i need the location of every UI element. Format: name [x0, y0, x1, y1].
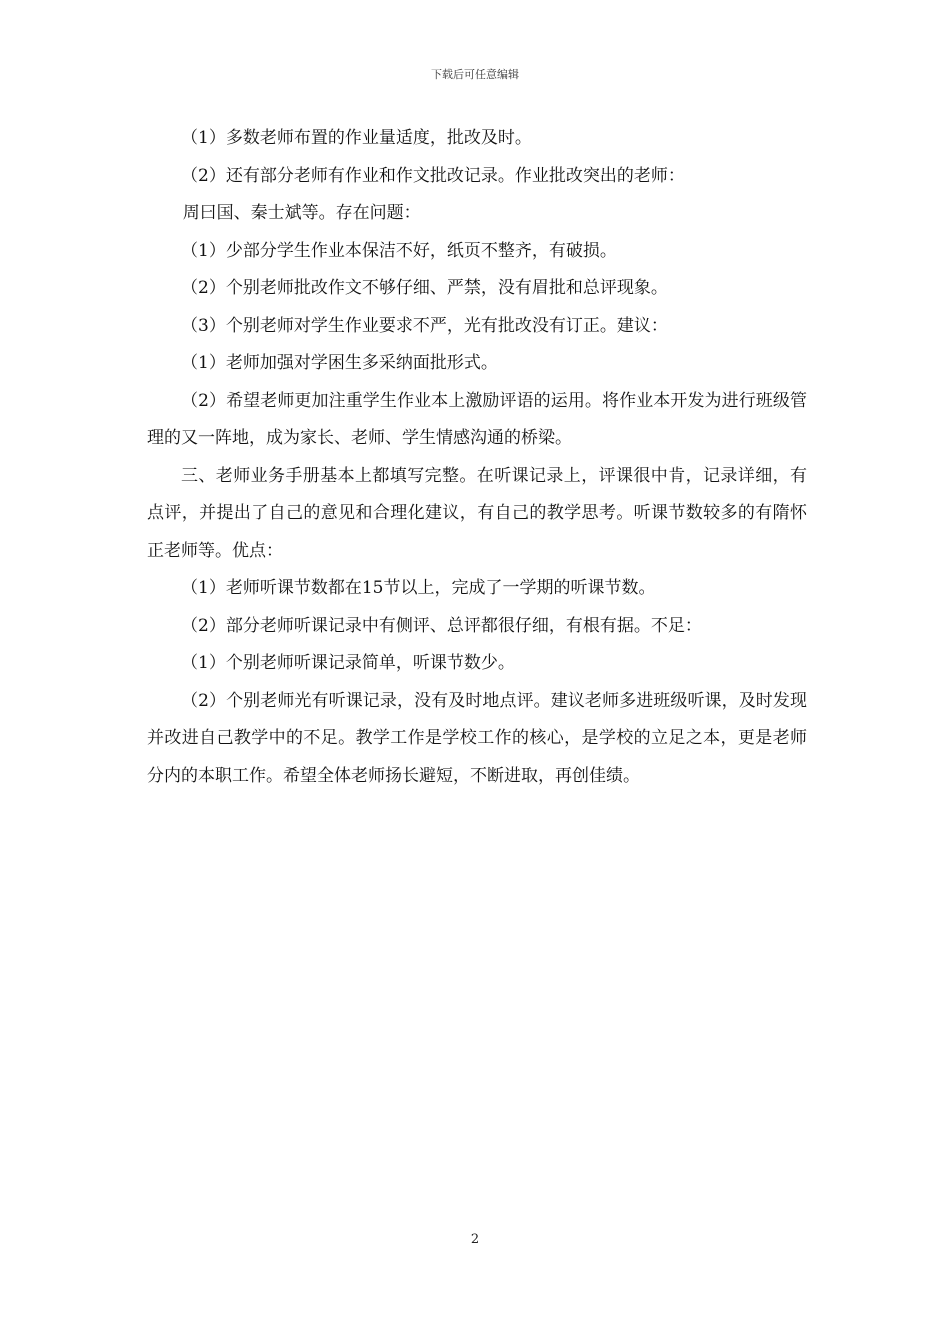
- paragraph-13: （2）个别老师光有听课记录，没有及时地点评。建议老师多进班级听课，及时发现并改进自己教学中的不足。教学工作是学校工作的核心，是学校的立足之本，更是老师分内的本职工作。希望全体老师扬长避短，不断进取，再创佳绩。: [147, 690, 807, 786]
- paragraph-3: 周曰国、秦士斌等。存在问题：: [182, 203, 421, 223]
- document-body: [147, 120, 807, 795]
- paragraph-2: （2）还有部分老师有作业和作文批改记录。作业批改突出的老师：: [181, 165, 685, 186]
- paragraph-11: （2）部分老师听课记录中有侧评、总评都很仔细，有根有据。不足：: [181, 615, 702, 636]
- page-number: 2: [470, 1232, 480, 1247]
- paragraph-4: （1）少部分学生作业本保洁不好，纸页不整齐，有破损。: [181, 240, 617, 261]
- paragraph-10: （1）老师听课节数都在15节以上，完成了一学期的听课节数。: [181, 578, 656, 598]
- paragraph-7: （1）老师加强对学困生多采纳面批形式。: [181, 353, 498, 373]
- paragraph-6: （3）个别老师对学生作业要求不严，光有批改没有订正。建议：: [181, 315, 668, 336]
- paragraph-1: （1）多数老师布置的作业量适度，批改及时。: [181, 128, 532, 148]
- paragraph-8: （2）希望老师更加注重学生作业本上激励评语的运用。将作业本开发为进行班级管理的又一阵地，成为家长、老师、学生情感沟通的桥梁。: [147, 390, 807, 448]
- paragraph-9: 三、老师业务手册基本上都填写完整。在听课记录上，评课很中肯，记录详细，有点评，并提出了自己的意见和合理化建议，有自己的教学思考。听课节数较多的有隋怀正老师等。优点：: [147, 465, 807, 561]
- paragraph-5: （2）个别老师批改作文不够仔细、严禁，没有眉批和总评现象。: [181, 278, 668, 298]
- page-header: 下载后可任意编辑: [431, 68, 519, 81]
- paragraph-12: （1）个别老师听课记录简单，听课节数少。: [181, 653, 515, 673]
